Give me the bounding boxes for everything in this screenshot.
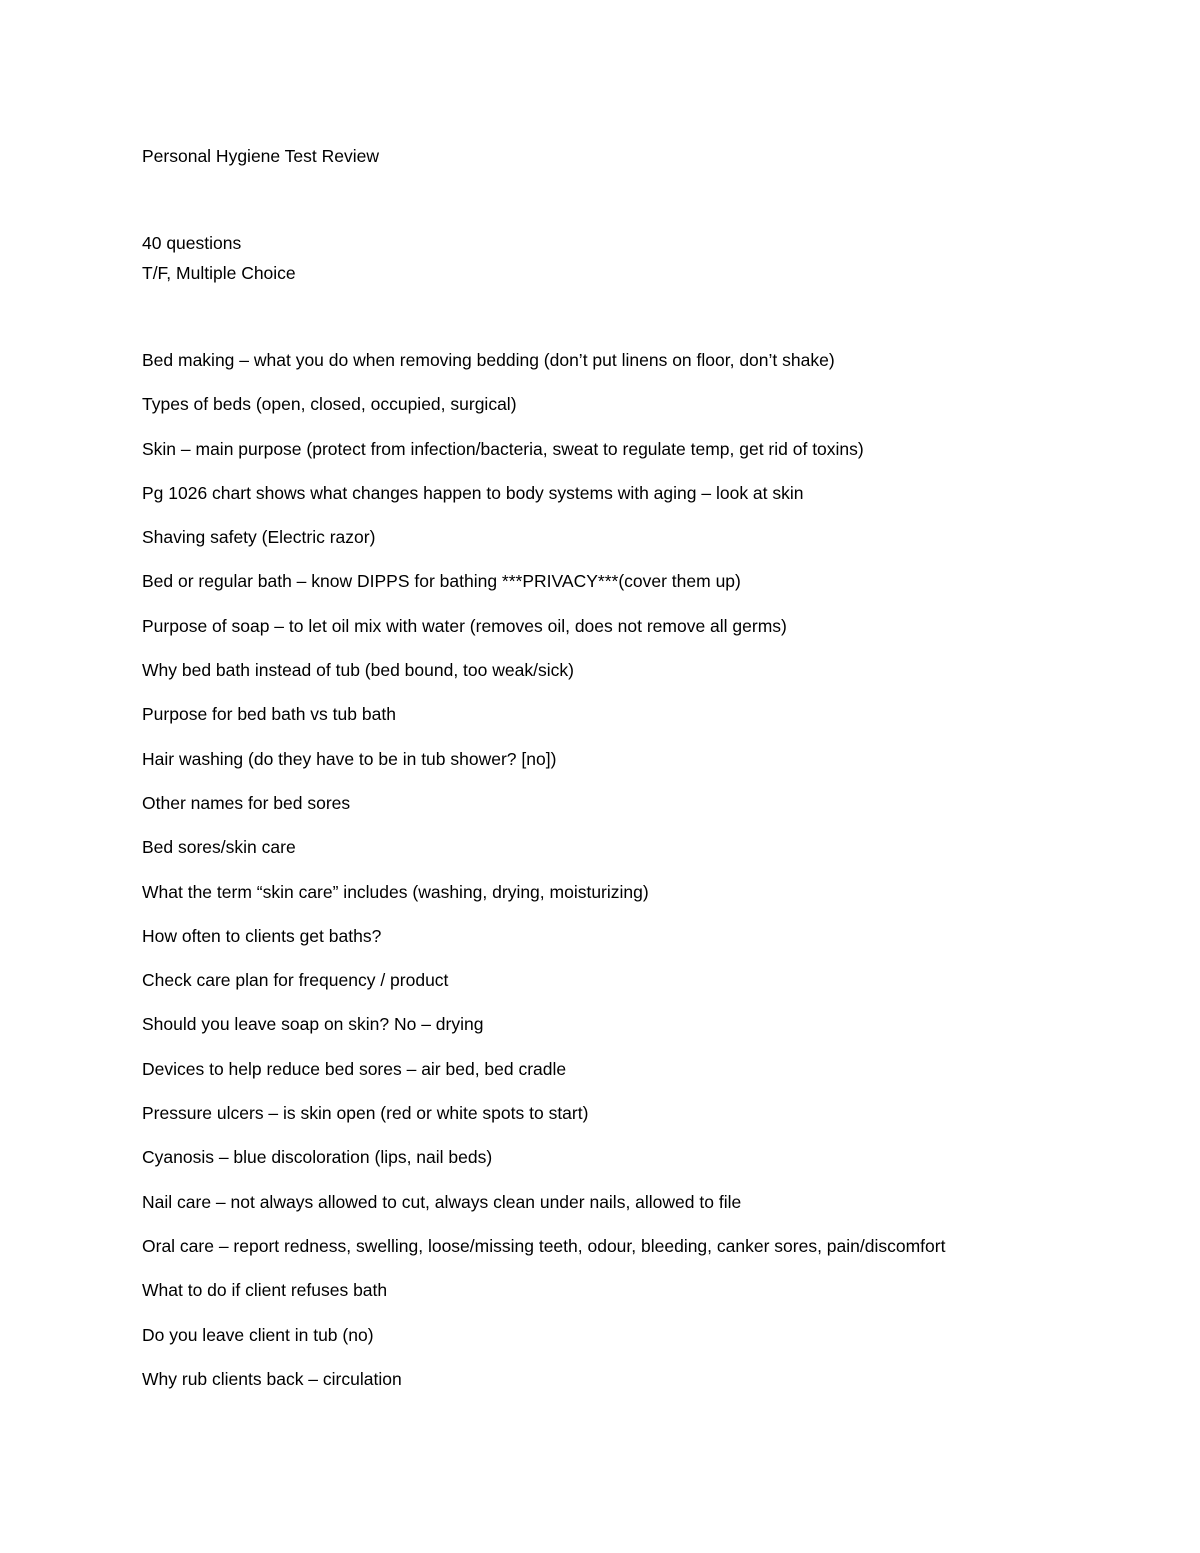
- review-item: Pressure ulcers – is skin open (red or white spots to start): [142, 1103, 589, 1124]
- review-item: Oral care – report redness, swelling, loose/missing teeth, odour, bleeding, canker sores, pain/discomfort: [142, 1235, 946, 1256]
- review-item: Check care plan for frequency / product: [142, 970, 449, 991]
- document-title: Personal Hygiene Test Review: [142, 146, 380, 166]
- review-item: Why rub clients back – circulation: [142, 1368, 402, 1389]
- review-item: Do you leave client in tub (no): [142, 1324, 374, 1345]
- review-item: Bed or regular bath – know DIPPS for bathing ***PRIVACY***(cover them up): [142, 571, 741, 592]
- review-item: Shaving safety (Electric razor): [142, 527, 376, 548]
- review-item: Why bed bath instead of tub (bed bound, too weak/sick): [142, 660, 574, 681]
- review-item: What the term “skin care” includes (washing, drying, moisturizing): [142, 881, 649, 902]
- review-item: Types of beds (open, closed, occupied, surgical): [142, 394, 517, 415]
- review-item: Nail care – not always allowed to cut, always clean under nails, allowed to file: [142, 1191, 742, 1212]
- review-item: Purpose of soap – to let oil mix with water (removes oil, does not remove all germs): [142, 615, 787, 636]
- test-info: [142, 231, 296, 291]
- review-item: Should you leave soap on skin? No – drying: [142, 1014, 484, 1035]
- review-item: How often to clients get baths?: [142, 925, 382, 946]
- review-item: Bed sores/skin care: [142, 837, 296, 858]
- question-types: T/F, Multiple Choice: [142, 263, 296, 283]
- review-item: Bed making – what you do when removing bedding (don’t put linens on floor, don’t shake): [142, 350, 835, 370]
- review-item: Cyanosis – blue discoloration (lips, nail beds): [142, 1147, 493, 1168]
- review-item: Devices to help reduce bed sores – air bed, bed cradle: [142, 1058, 567, 1079]
- review-item: Skin – main purpose (protect from infection/bacteria, sweat to regulate temp, get rid of toxins): [142, 438, 864, 459]
- question-count: 40 questions: [142, 233, 242, 253]
- review-item: What to do if client refuses bath: [142, 1280, 388, 1301]
- review-item: Hair washing (do they have to be in tub shower? [no]): [142, 748, 557, 769]
- review-topic-list: [142, 348, 945, 1411]
- review-item: Purpose for bed bath vs tub bath: [142, 704, 396, 725]
- review-item: Pg 1026 chart shows what changes happen to body systems with aging – look at skin: [142, 482, 804, 503]
- review-item: Other names for bed sores: [142, 792, 351, 813]
